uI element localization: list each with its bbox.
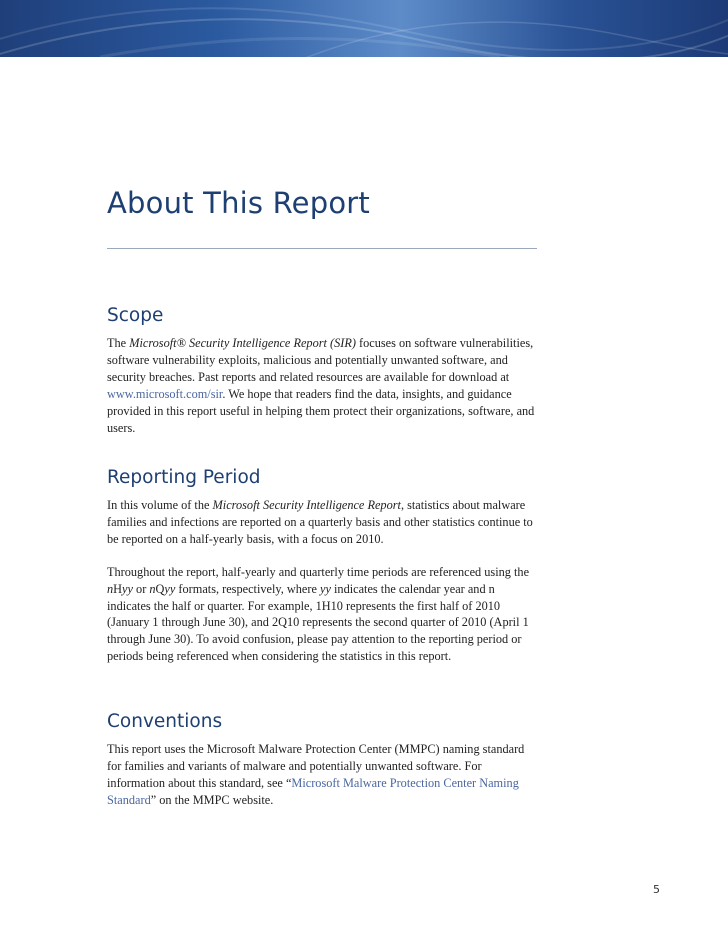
format-italic: n (107, 581, 114, 596)
format-italic: yy (164, 581, 176, 596)
text-run: Q (155, 581, 165, 596)
page-title: About This Report (107, 186, 370, 220)
text-run: . We hope that readers find the data, insights, and guidance provided in this report useful in helping them protect their organizations, software, and users. (107, 386, 535, 435)
format-italic: n (149, 581, 156, 596)
conventions-section (107, 711, 539, 809)
text-run: ” on the MMPC website. (150, 792, 274, 807)
text-run: This report uses the Microsoft Malware Protection Center (MMPC) naming standard for families and variants of malware and potentially unwanted software. For information about this standard, see “ (107, 742, 525, 790)
report-name-italic: Microsoft Security Intelligence Report (212, 498, 401, 512)
scope-paragraph (107, 335, 539, 436)
naming-standard-link[interactable]: Microsoft Malware Protection Center Naming Standard (107, 775, 519, 807)
reporting-period-heading: Reporting Period (107, 467, 261, 488)
scope-section (107, 305, 539, 436)
title-divider (107, 248, 537, 249)
reporting-period-paragraph-2 (107, 564, 539, 665)
reporting-period-section (107, 467, 539, 665)
conventions-heading: Conventions (107, 711, 223, 732)
scope-heading: Scope (107, 305, 164, 326)
text-run: In this volume of the (107, 498, 213, 512)
page-number: 5 (653, 883, 660, 896)
format-italic: yy (320, 581, 331, 596)
conventions-paragraph (107, 741, 539, 809)
text-run: , statistics about malware families and infections are reported on a quarterly basis and other statistics continue to be reported on a half-yearly basis, with a focus on 2010. (107, 498, 533, 546)
format-italic: yy (122, 581, 133, 596)
banner-decoration (0, 0, 728, 57)
sir-download-link[interactable]: www.microsoft.com/sir (107, 386, 223, 401)
text-run: or (132, 581, 150, 596)
text-run: The (107, 336, 130, 350)
text-run: H (113, 581, 123, 596)
text-run: Throughout the report, half-yearly and quarterly time periods are referenced using the (107, 564, 530, 579)
reporting-period-paragraph-1 (107, 497, 539, 548)
text-run: focuses on software vulnerabilities, software vulnerability exploits, malicious and potentially unwanted software, and security breaches. Past reports and related resources are available for download at (107, 336, 534, 384)
text-run: formats, respectively, where (175, 581, 321, 596)
report-name-italic: Microsoft® Security Intelligence Report (SIR) (129, 336, 356, 350)
header-banner (0, 0, 728, 57)
text-run: indicates the calendar year and n indicates the half or quarter. For example, 1H10 represents the first half of 2010 (January 1 through June 30), and 2Q10 represents the second quarter of 2010 (April 1 through June 30). To avoid confusion, please pay attention to the reporting period or periods being referenced when considering the statistics in this report. (107, 581, 529, 664)
